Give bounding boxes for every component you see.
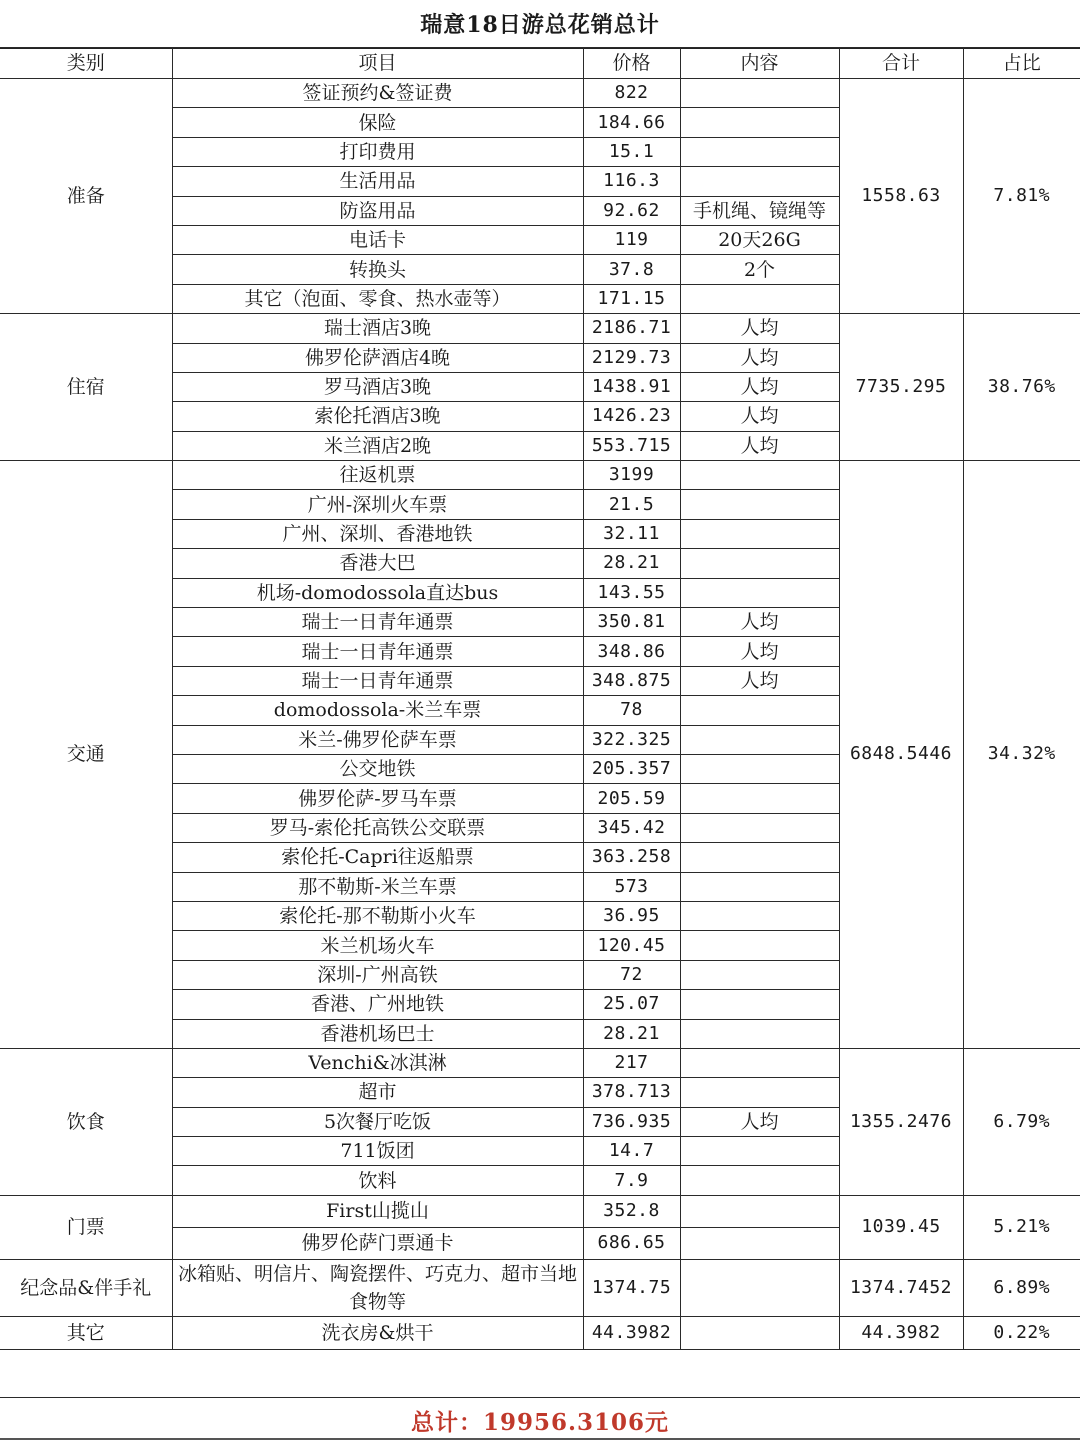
content-cell <box>680 1019 839 1048</box>
price-cell: 28.21 <box>583 1019 680 1048</box>
ratio-cell: 0.22% <box>963 1316 1080 1349</box>
price-cell: 184.66 <box>583 108 680 137</box>
content-cell: 人均 <box>680 608 839 637</box>
content-cell <box>680 1316 839 1349</box>
item-cell: 罗马-索伦托高铁公交联票 <box>172 813 583 842</box>
item-cell: 生活用品 <box>172 167 583 196</box>
content-cell <box>680 1078 839 1107</box>
content-cell <box>680 1166 839 1195</box>
content-cell <box>680 1195 839 1227</box>
item-cell: 索伦托-那不勒斯小火车 <box>172 901 583 930</box>
ratio-cell: 38.76% <box>963 314 1080 461</box>
item-cell: 米兰酒店2晚 <box>172 431 583 460</box>
ratio-cell: 6.79% <box>963 1048 1080 1195</box>
item-cell: 洗衣房&烘干 <box>172 1316 583 1349</box>
item-cell: First山揽山 <box>172 1195 583 1227</box>
item-cell: 711饭团 <box>172 1137 583 1166</box>
item-cell: 瑞士一日青年通票 <box>172 608 583 637</box>
subtotal-cell: 1355.2476 <box>839 1048 963 1195</box>
item-cell: 超市 <box>172 1078 583 1107</box>
content-cell: 人均 <box>680 402 839 431</box>
item-cell: 电话卡 <box>172 225 583 254</box>
table-row <box>0 79 1080 108</box>
content-cell: 人均 <box>680 314 839 343</box>
category-cell: 交通 <box>0 461 172 1049</box>
item-cell: 米兰-佛罗伦萨车票 <box>172 725 583 754</box>
content-cell: 人均 <box>680 343 839 372</box>
item-cell: 深圳-广州高铁 <box>172 960 583 989</box>
item-cell: 冰箱贴、明信片、陶瓷摆件、巧克力、超市当地食物等 <box>172 1259 583 1316</box>
category-cell: 门票 <box>0 1195 172 1259</box>
header-category: 类别 <box>0 48 172 79</box>
item-cell: 瑞士酒店3晚 <box>172 314 583 343</box>
table-row <box>0 1316 1080 1349</box>
subtotal-cell: 7735.295 <box>839 314 963 461</box>
price-cell: 78 <box>583 696 680 725</box>
price-cell: 345.42 <box>583 813 680 842</box>
content-cell <box>680 960 839 989</box>
price-cell: 36.95 <box>583 901 680 930</box>
content-cell <box>680 1048 839 1077</box>
content-cell <box>680 108 839 137</box>
item-cell: 转换头 <box>172 255 583 284</box>
price-cell: 14.7 <box>583 1137 680 1166</box>
item-cell: 米兰机场火车 <box>172 931 583 960</box>
content-cell <box>680 1137 839 1166</box>
header-ratio: 占比 <box>963 48 1080 79</box>
ratio-cell: 34.32% <box>963 461 1080 1049</box>
grand-total: 总计：19956.3106元 <box>0 1397 1080 1443</box>
content-cell <box>680 813 839 842</box>
price-cell: 171.15 <box>583 284 680 313</box>
price-cell: 217 <box>583 1048 680 1077</box>
price-cell: 322.325 <box>583 725 680 754</box>
header-content: 内容 <box>680 48 839 79</box>
price-cell: 7.9 <box>583 1166 680 1195</box>
content-cell <box>680 284 839 313</box>
price-cell: 21.5 <box>583 490 680 519</box>
content-cell <box>680 578 839 607</box>
table-row <box>0 461 1080 490</box>
item-cell: 广州-深圳火车票 <box>172 490 583 519</box>
price-cell: 143.55 <box>583 578 680 607</box>
content-cell <box>680 843 839 872</box>
content-cell <box>680 696 839 725</box>
price-cell: 205.357 <box>583 754 680 783</box>
subtotal-cell: 1374.7452 <box>839 1259 963 1316</box>
item-cell: Venchi&冰淇淋 <box>172 1048 583 1077</box>
price-cell: 736.935 <box>583 1107 680 1136</box>
item-cell: 佛罗伦萨-罗马车票 <box>172 784 583 813</box>
table-row <box>0 1048 1080 1077</box>
content-cell: 人均 <box>680 666 839 695</box>
ratio-cell: 5.21% <box>963 1195 1080 1259</box>
item-cell: 佛罗伦萨酒店4晚 <box>172 343 583 372</box>
content-cell: 人均 <box>680 372 839 401</box>
price-cell: 2129.73 <box>583 343 680 372</box>
content-cell: 2个 <box>680 255 839 284</box>
header-row <box>0 48 1080 79</box>
content-cell: 20天26G <box>680 225 839 254</box>
item-cell: 罗马酒店3晚 <box>172 372 583 401</box>
price-cell: 205.59 <box>583 784 680 813</box>
category-cell: 准备 <box>0 79 172 314</box>
category-cell: 饮食 <box>0 1048 172 1195</box>
content-cell <box>680 901 839 930</box>
price-cell: 378.713 <box>583 1078 680 1107</box>
price-cell: 1438.91 <box>583 372 680 401</box>
price-cell: 3199 <box>583 461 680 490</box>
price-cell: 37.8 <box>583 255 680 284</box>
item-cell: 公交地铁 <box>172 754 583 783</box>
expense-table <box>0 47 1080 1350</box>
price-cell: 1374.75 <box>583 1259 680 1316</box>
price-cell: 686.65 <box>583 1227 680 1259</box>
header-item: 项目 <box>172 48 583 79</box>
content-cell: 人均 <box>680 1107 839 1136</box>
price-cell: 25.07 <box>583 990 680 1019</box>
price-cell: 44.3982 <box>583 1316 680 1349</box>
price-cell: 350.81 <box>583 608 680 637</box>
sheet-title: 瑞意18日游总花销总计 <box>0 0 1080 49</box>
price-cell: 822 <box>583 79 680 108</box>
content-cell: 手机绳、镜绳等 <box>680 196 839 225</box>
item-cell: 瑞士一日青年通票 <box>172 666 583 695</box>
price-cell: 348.86 <box>583 637 680 666</box>
price-cell: 119 <box>583 225 680 254</box>
content-cell <box>680 931 839 960</box>
header-subtotal: 合计 <box>839 48 963 79</box>
subtotal-cell: 1558.63 <box>839 79 963 314</box>
content-cell <box>680 461 839 490</box>
content-cell <box>680 725 839 754</box>
category-cell: 住宿 <box>0 314 172 461</box>
item-cell: 香港大巴 <box>172 549 583 578</box>
bottom-rule <box>0 1438 1080 1440</box>
subtotal-cell: 44.3982 <box>839 1316 963 1349</box>
content-cell <box>680 1259 839 1316</box>
item-cell: 香港机场巴士 <box>172 1019 583 1048</box>
content-cell <box>680 137 839 166</box>
item-cell: 广州、深圳、香港地铁 <box>172 519 583 548</box>
item-cell: 5次餐厅吃饭 <box>172 1107 583 1136</box>
ratio-cell: 7.81% <box>963 79 1080 314</box>
price-cell: 1426.23 <box>583 402 680 431</box>
price-cell: 120.45 <box>583 931 680 960</box>
content-cell <box>680 549 839 578</box>
content-cell <box>680 79 839 108</box>
item-cell: 往返机票 <box>172 461 583 490</box>
item-cell: 打印费用 <box>172 137 583 166</box>
ratio-cell: 6.89% <box>963 1259 1080 1316</box>
price-cell: 32.11 <box>583 519 680 548</box>
subtotal-cell: 1039.45 <box>839 1195 963 1259</box>
content-cell <box>680 990 839 1019</box>
content-cell <box>680 784 839 813</box>
price-cell: 363.258 <box>583 843 680 872</box>
item-cell: 索伦托-Capri往返船票 <box>172 843 583 872</box>
category-cell: 纪念品&伴手礼 <box>0 1259 172 1316</box>
content-cell <box>680 872 839 901</box>
table-row <box>0 1259 1080 1316</box>
item-cell: 饮料 <box>172 1166 583 1195</box>
price-cell: 92.62 <box>583 196 680 225</box>
header-price: 价格 <box>583 48 680 79</box>
item-cell: 瑞士一日青年通票 <box>172 637 583 666</box>
content-cell <box>680 519 839 548</box>
table-row <box>0 1195 1080 1227</box>
price-cell: 573 <box>583 872 680 901</box>
item-cell: 索伦托酒店3晚 <box>172 402 583 431</box>
item-cell: 机场-domodossola直达bus <box>172 578 583 607</box>
item-cell: 防盗用品 <box>172 196 583 225</box>
subtotal-cell: 6848.5446 <box>839 461 963 1049</box>
content-cell <box>680 167 839 196</box>
item-cell: 佛罗伦萨门票通卡 <box>172 1227 583 1259</box>
price-cell: 15.1 <box>583 137 680 166</box>
item-cell: domodossola-米兰车票 <box>172 696 583 725</box>
content-cell: 人均 <box>680 637 839 666</box>
price-cell: 28.21 <box>583 549 680 578</box>
content-cell <box>680 1227 839 1259</box>
item-cell: 保险 <box>172 108 583 137</box>
price-cell: 72 <box>583 960 680 989</box>
content-cell <box>680 754 839 783</box>
table-row <box>0 314 1080 343</box>
price-cell: 348.875 <box>583 666 680 695</box>
item-cell: 签证预约&签证费 <box>172 79 583 108</box>
price-cell: 352.8 <box>583 1195 680 1227</box>
price-cell: 2186.71 <box>583 314 680 343</box>
item-cell: 其它（泡面、零食、热水壶等） <box>172 284 583 313</box>
category-cell: 其它 <box>0 1316 172 1349</box>
content-cell: 人均 <box>680 431 839 460</box>
item-cell: 那不勒斯-米兰车票 <box>172 872 583 901</box>
item-cell: 香港、广州地铁 <box>172 990 583 1019</box>
content-cell <box>680 490 839 519</box>
price-cell: 553.715 <box>583 431 680 460</box>
price-cell: 116.3 <box>583 167 680 196</box>
